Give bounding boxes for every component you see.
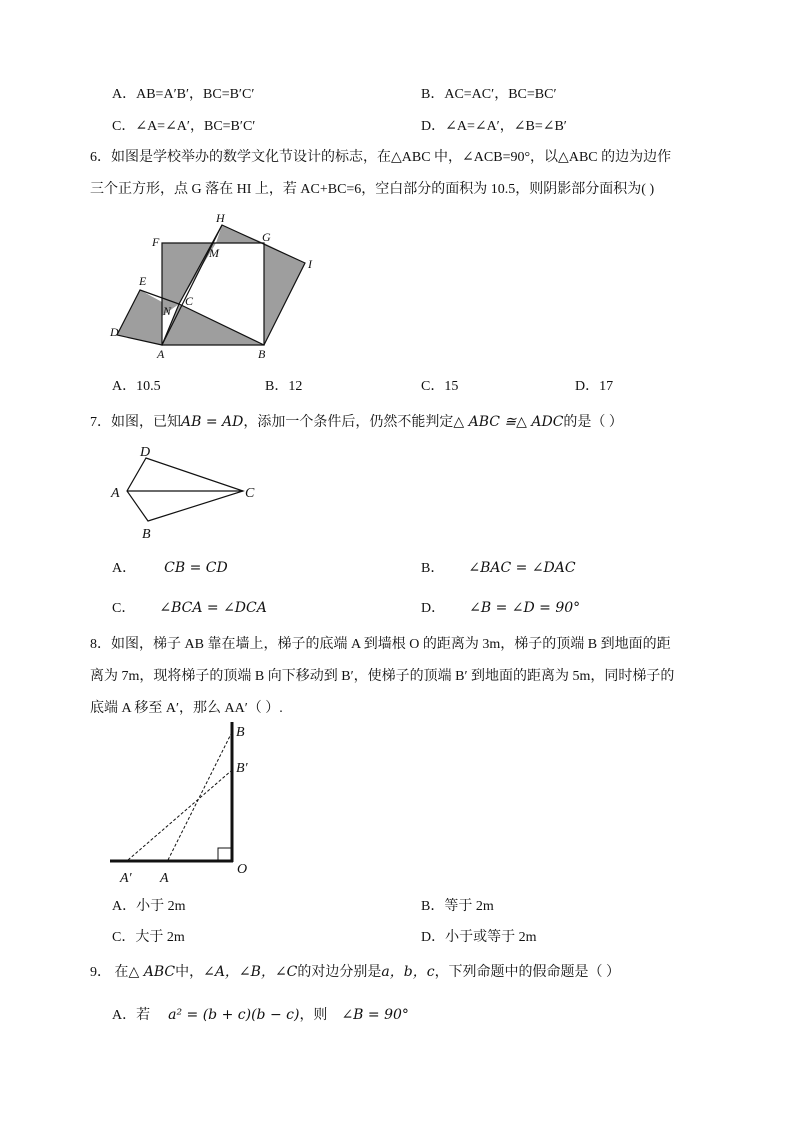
q7-option-a: [112, 557, 228, 577]
option-label: A．若: [112, 1008, 151, 1023]
label-b-prime: B′: [236, 761, 248, 776]
q5-option-c: C．∠A=∠A′，BC=B′C′: [112, 119, 256, 134]
label-c: C: [185, 294, 194, 308]
option-label: B．: [421, 561, 445, 576]
q6-option-a: A．10.5: [112, 379, 161, 394]
q6-option-b: B．12: [265, 379, 303, 394]
label-d: D: [140, 445, 151, 460]
q6-stem-line1: 6．如图是学校举办的数学文化节设计的标志，在△ABC 中，∠ACB=90°，以△ABC 的边为边作: [90, 150, 672, 165]
q8-option-d: D．小于或等于 2m: [421, 930, 537, 945]
q9-option-a: [112, 1004, 409, 1024]
label-b: B: [142, 527, 151, 542]
q8-stem-line1: 8．如图，梯子 AB 靠在墙上，梯子的底端 A 到墙根 O 的距离为 3m，梯子的顶端 B 到地面的距: [90, 637, 671, 652]
q7-condition: AB = AD: [181, 414, 244, 430]
option-label: C．: [112, 601, 136, 616]
q7-stem: [90, 411, 623, 431]
label-c: C: [245, 486, 255, 501]
option-mid: ，则: [299, 1008, 328, 1023]
label-a: A: [160, 871, 169, 886]
q8-stem-line3: 底端 A 移至 A′，那么 AA′（ ）.: [90, 701, 283, 716]
q7-figure: [105, 440, 265, 545]
q6-stem-line2: 三个正方形，点 G 落在 HI 上，若 AC+BC=6，空白部分的面积为 10.5，则阴影部分面积为( ): [90, 182, 655, 197]
label-m: M: [209, 246, 219, 260]
option-result: ∠B = 90°: [341, 1007, 409, 1023]
q7-middle: ，添加一个条件后，仍然不能判定: [243, 415, 454, 430]
q7-prefix: 7．如图，已知: [90, 415, 181, 430]
q5-option-d: D．∠A=∠A′，∠B=∠B′: [421, 119, 567, 134]
q8-option-c: C．大于 2m: [112, 930, 185, 945]
option-expr: ∠BAC = ∠DAC: [468, 560, 576, 576]
q9-angles: ∠A，∠B，∠C: [203, 964, 298, 980]
option-expr: ∠B = ∠D = 90°: [469, 600, 581, 616]
q9-text1: 中，: [175, 965, 204, 980]
q9-prefix: 9． 在: [90, 965, 129, 980]
option-label: A．: [112, 561, 137, 576]
label-a: A: [111, 486, 120, 501]
option-expr: CB = CD: [164, 560, 228, 576]
q7-congruence: △ ABC ≅△ ADC: [453, 414, 564, 430]
option-expr: a² = (b + c)(b − c): [168, 1007, 300, 1023]
q6-figure: [105, 205, 335, 365]
q5-option-a: A．AB=A′B′，BC=B′C′: [112, 87, 255, 102]
q9-stem: [90, 961, 620, 981]
label-a: A: [157, 347, 165, 361]
q9-sides: a，b，c: [381, 964, 435, 980]
q7-option-c: [112, 597, 267, 617]
q9-text2: 的对边分别是: [297, 965, 382, 980]
q6-option-c: C．15: [421, 379, 459, 394]
q8-figure: [105, 718, 265, 890]
q9-text3: ，下列命题中的假命题是（ ）: [434, 965, 621, 980]
shade-right: [264, 243, 305, 345]
label-g: G: [262, 230, 271, 244]
q8-stem-line2: 离为 7m，现将梯子的顶端 B 向下移动到 B′，使梯子的顶端 B′ 到地面的距离为 5m，同时梯子的: [90, 669, 675, 684]
q7-suffix: 的是（ ）: [563, 415, 623, 430]
label-o: O: [237, 862, 248, 877]
q9-triangle: △ ABC: [128, 964, 176, 980]
q8-option-b: B．等于 2m: [421, 899, 494, 914]
shade-bottom: [162, 304, 264, 345]
label-b: B: [258, 347, 266, 361]
option-expr: ∠BCA = ∠DCA: [159, 600, 267, 616]
label-i: I: [308, 257, 312, 271]
label-f: F: [152, 235, 160, 249]
label-e: E: [139, 274, 147, 288]
label-h: H: [216, 211, 225, 225]
option-label: D．: [421, 601, 446, 616]
q5-option-b: B．AC=AC′，BC=BC′: [421, 87, 557, 102]
q8-option-a: A．小于 2m: [112, 899, 186, 914]
label-b: B: [236, 725, 245, 740]
label-n: N: [163, 304, 172, 318]
label-a-prime: A′: [120, 871, 132, 886]
label-d: D: [110, 325, 119, 339]
q7-option-d: [421, 597, 580, 617]
q7-option-b: [421, 557, 576, 577]
q6-option-d: D．17: [575, 379, 614, 394]
